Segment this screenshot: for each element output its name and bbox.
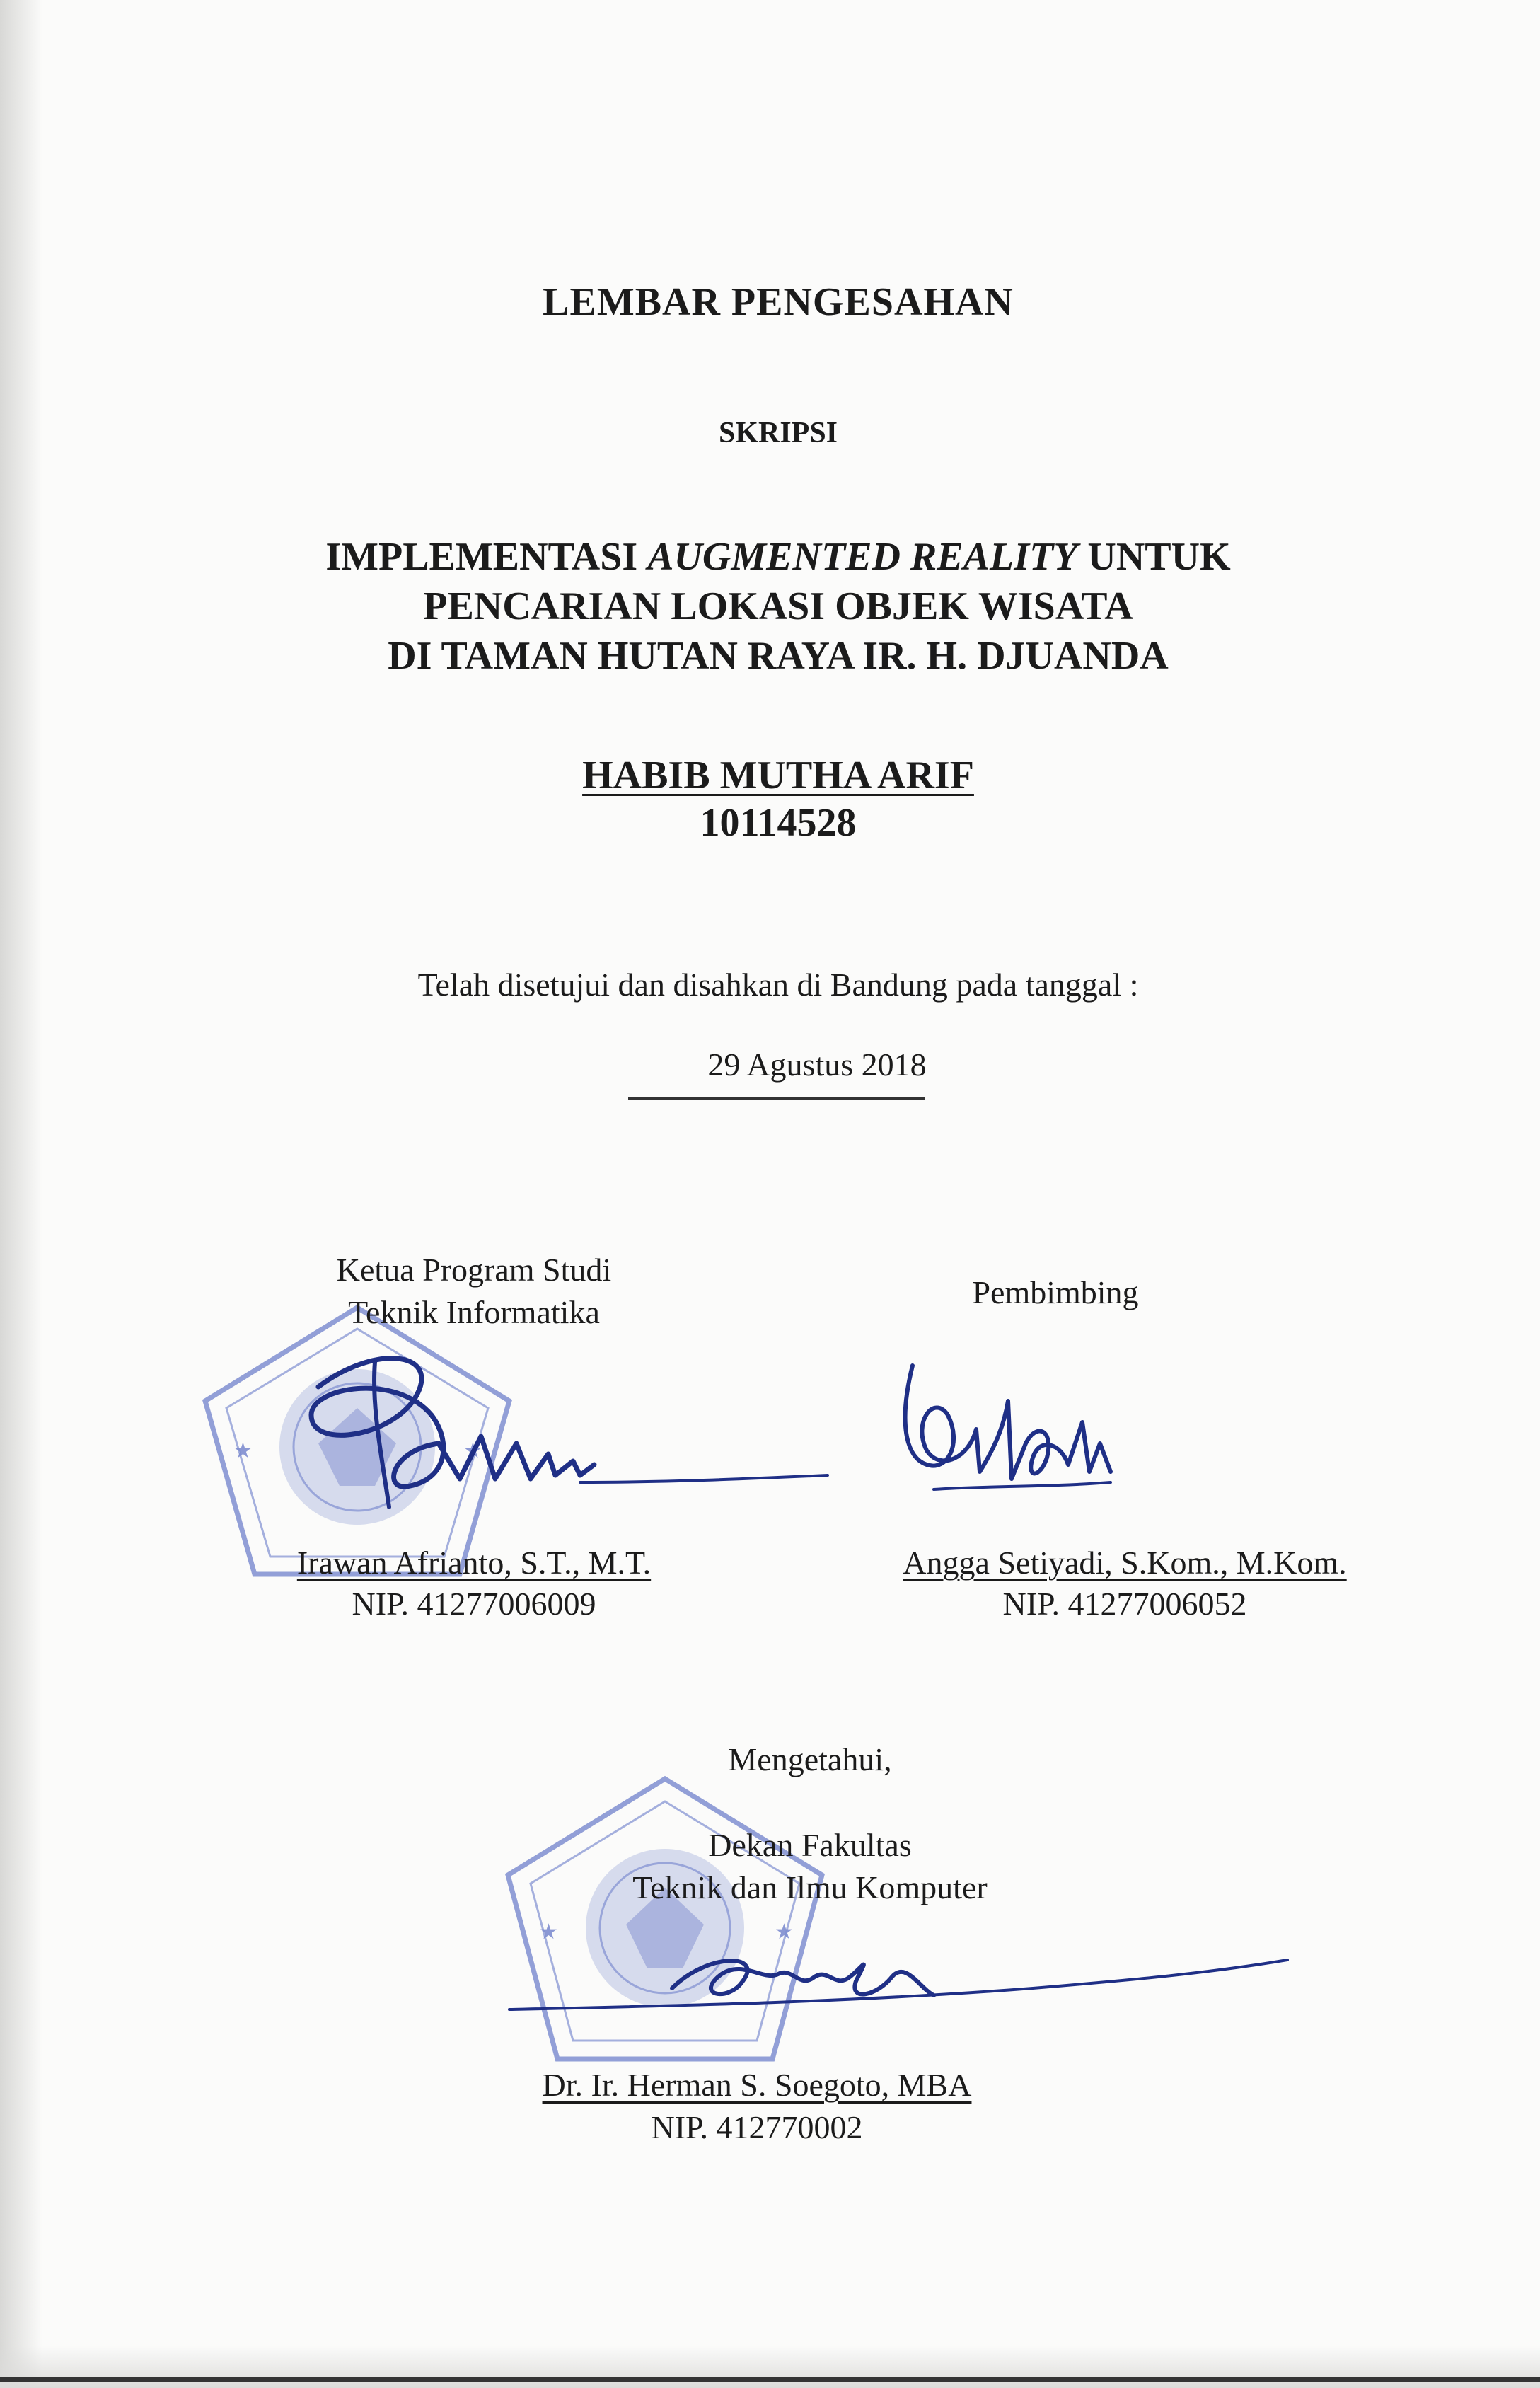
right-signatory-name: Angga Setiyadi, S.Kom., M.Kom. — [903, 1545, 1347, 1581]
page-bottom-border — [0, 2377, 1540, 2382]
left-signatory-role — [337, 1249, 611, 1334]
page-heading: LEMBAR PENGESAHAN — [543, 280, 1014, 324]
right-signatory-nip: NIP. 41277006052 — [1002, 1586, 1247, 1622]
left-role-line-2: Teknik Informatika — [348, 1294, 600, 1330]
student-id: 10114528 — [700, 801, 857, 845]
title-line-1-post: UNTUK — [1077, 535, 1231, 579]
thesis-title-line-2: PENCARIAN LOKASI OBJEK WISATA — [423, 584, 1133, 628]
dean-name: Dr. Ir. Herman S. Soegoto, MBA — [542, 2067, 972, 2103]
dean-role-line-2: Teknik dan Ilmu Komputer — [632, 1869, 988, 1905]
thesis-title-line-3: DI TAMAN HUTAN RAYA IR. H. DJUANDA — [388, 634, 1169, 678]
acknowledgement-label: Mengetahui, — [728, 1741, 892, 1777]
approval-statement: Telah disetujui dan disahkan di Bandung pada tanggal : — [417, 967, 1139, 1003]
approval-date: 29 Agustus 2018 — [707, 1046, 927, 1083]
svg-text:★: ★ — [463, 1439, 482, 1463]
page-subheading: SKRIPSI — [718, 417, 838, 449]
left-signature — [269, 1330, 849, 1535]
left-signatory-name: Irawan Afrianto, S.T., M.T. — [296, 1545, 652, 1581]
right-signatory-role: Pembimbing — [972, 1274, 1139, 1310]
thesis-title-line-1 — [325, 532, 1230, 582]
dean-signature — [495, 1910, 1295, 2038]
author-name: HABIB MUTHA ARIF — [582, 754, 974, 797]
dean-role — [632, 1824, 987, 1909]
svg-text:★: ★ — [775, 1920, 794, 1944]
title-line-1-italic: AUGMENTED REALITY — [647, 535, 1078, 579]
dean-nip: NIP. 412770002 — [651, 2109, 863, 2145]
left-signatory-nip: NIP. 41277006009 — [352, 1586, 596, 1622]
svg-text:★: ★ — [233, 1439, 253, 1463]
right-signature — [884, 1337, 1139, 1514]
approval-date-line — [628, 1097, 925, 1100]
page-binding-shadow — [0, 0, 42, 2388]
dean-role-line-1: Dekan Fakultas — [708, 1827, 912, 1863]
thesis-title — [325, 532, 1230, 681]
left-role-line-1: Ketua Program Studi — [336, 1252, 612, 1288]
title-line-1-pre: IMPLEMENTASI — [325, 535, 648, 579]
svg-text:★: ★ — [539, 1920, 558, 1944]
page-bottom-edge — [0, 2346, 1540, 2388]
